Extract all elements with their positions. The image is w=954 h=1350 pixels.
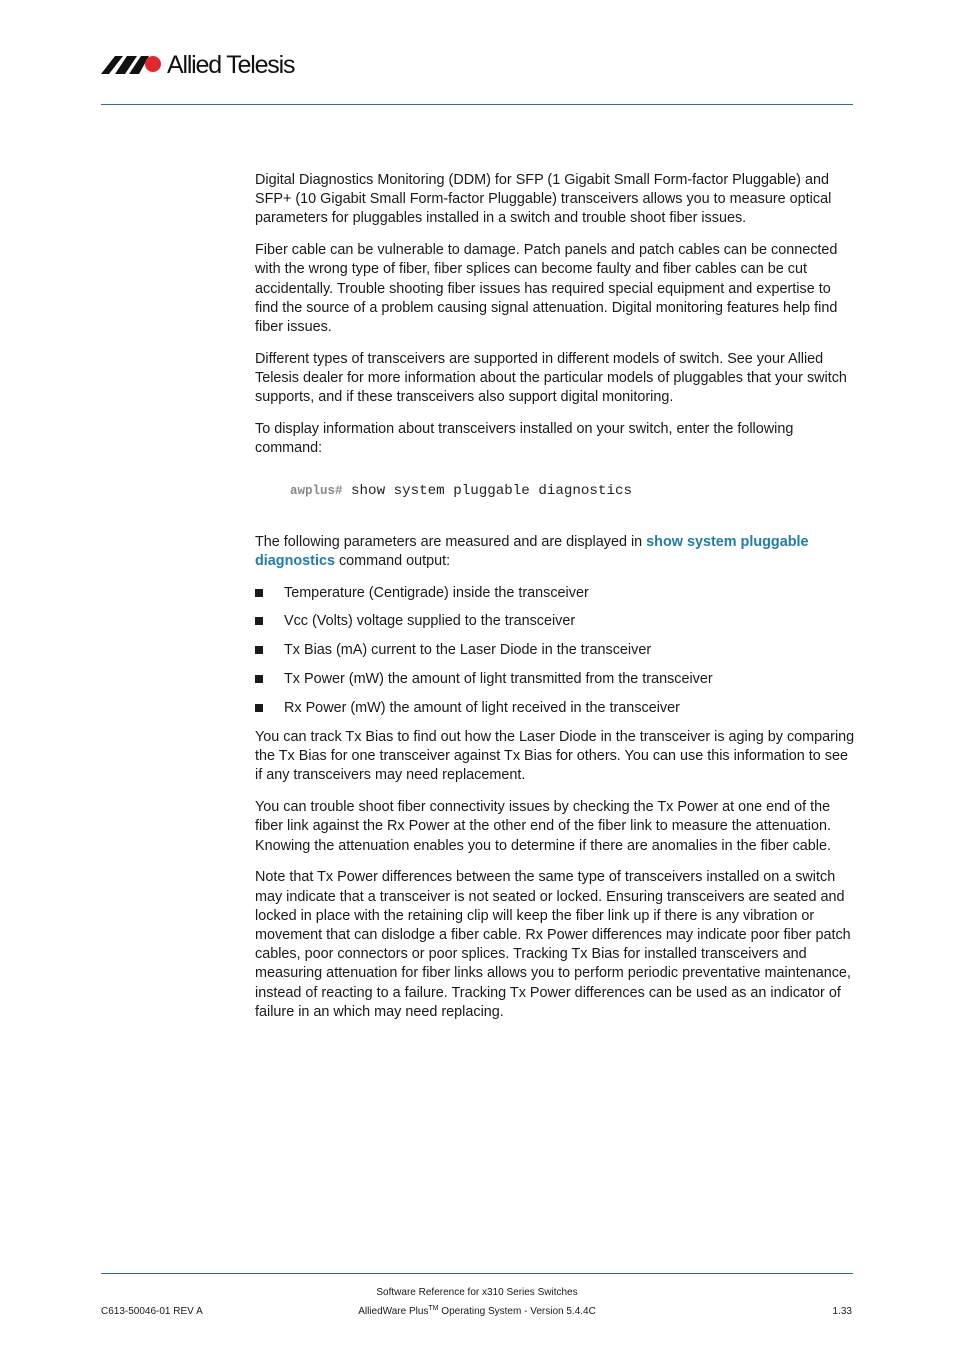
list-item-text: Temperature (Centigrade) inside the transceiver	[284, 584, 589, 601]
list-item	[255, 641, 855, 660]
paragraph: Note that Tx Power differences between the same type of transceivers installed on a switch may indicate that a transceiver is not seated or locked. Ensuring transceivers are seated and locked in place with the retaining clip will keep the fiber link up if there is any vibration or movement that can dislodge a fiber cable. Rx Power differences may indicate poor fiber patch cables, poor connectors or poor splices. Tracking Tx Bias for installed transceivers and measuring attenuation for fiber links allows you to perform periodic preventative maintenance, instead of reacting to a failure. Tracking Tx Power differences can be used as an indicator of failure in an which may need replacing.	[255, 869, 851, 1020]
paragraph: You can track Tx Bias to find out how the Laser Diode in the transceiver is aging by comparing the Tx Bias for one transceiver against Tx Bias for others. You can use this information to see if any transceivers may need replacement.	[255, 729, 855, 784]
command-text: show system pluggable diagnostics	[351, 483, 632, 500]
bullet-square-icon	[255, 589, 263, 597]
logo-wordmark: Allied Telesis	[167, 51, 295, 79]
footer-title: Software Reference for x310 Series Switches	[376, 1287, 578, 1298]
paragraph: You can trouble shoot fiber connectivity issues by checking the Tx Power at one end of the fiber link against the Rx Power at the other end of the fiber link to measure the attenuation. Knowing the attenuation enables you to determine if there are anomalies in the fiber cable.	[255, 799, 831, 854]
allied-telesis-logo-mark-icon	[101, 54, 163, 76]
footer-os-name: AlliedWare Plus	[358, 1306, 429, 1317]
list-item	[255, 584, 855, 603]
list-item-text: Vcc (Volts) voltage supplied to the transceiver	[284, 613, 576, 630]
list-item	[255, 699, 855, 718]
bullet-square-icon	[255, 675, 263, 683]
header-divider	[101, 104, 853, 105]
list-item	[255, 670, 855, 689]
params-lead-after: command output:	[334, 552, 451, 569]
footer-os-version	[0, 1306, 954, 1318]
bullet-square-icon	[255, 704, 263, 712]
command-reference-link[interactable]: show system pluggable diagnostics	[255, 533, 809, 569]
parameter-list	[255, 584, 855, 718]
footer-trademark: TM	[428, 1305, 439, 1312]
paragraph: Fiber cable can be vulnerable to damage. Patch panels and patch cables can be connected with the wrong type of fiber, fiber splices can become faulty and fiber cables can be cut accidentally. Trouble shooting fiber issues has required special equipment and expertise to find the source of a problem causing signal attenuation. Digital monitoring features help find fiber issues.	[255, 242, 838, 336]
paragraph: Different types of transceivers are supported in different models of switch. See your Allied Telesis dealer for more information about the particular models of pluggables that your switch supports, and if these transceivers also support digital monitoring.	[255, 350, 847, 406]
bullet-square-icon	[255, 617, 263, 625]
footer-os-rest: Operating System - Version 5.4.4C	[438, 1306, 596, 1317]
command-prompt: awplus#	[290, 484, 343, 499]
paragraph: Digital Diagnostics Monitoring (DDM) for SFP (1 Gigabit Small Form-factor Pluggable) and SFP+ (10 Gigabit Small Form-factor Pluggable) transceivers allows you to measure optical parameters for pluggables installed in a switch and trouble shoot fiber issues.	[255, 172, 832, 227]
params-lead-before: The following parameters are measured and are displayed in	[255, 533, 647, 550]
paragraph: To display information about transceivers installed on your switch, enter the following command:	[255, 421, 794, 457]
command-example	[290, 482, 855, 501]
footer-doc-id: C613-50046-01 REV A	[101, 1306, 203, 1317]
footer-divider	[101, 1273, 853, 1274]
params-lead-paragraph	[255, 533, 855, 571]
list-item	[255, 612, 855, 631]
bullet-square-icon	[255, 646, 263, 654]
main-content	[255, 171, 855, 1035]
list-item-text: Rx Power (mW) the amount of light received in the transceiver	[284, 699, 680, 716]
company-logo	[101, 50, 294, 80]
footer-page-number: 1.33	[832, 1306, 852, 1317]
list-item-text: Tx Bias (mA) current to the Laser Diode in the transceiver	[284, 642, 652, 659]
list-item-text: Tx Power (mW) the amount of light transmitted from the transceiver	[284, 671, 713, 688]
